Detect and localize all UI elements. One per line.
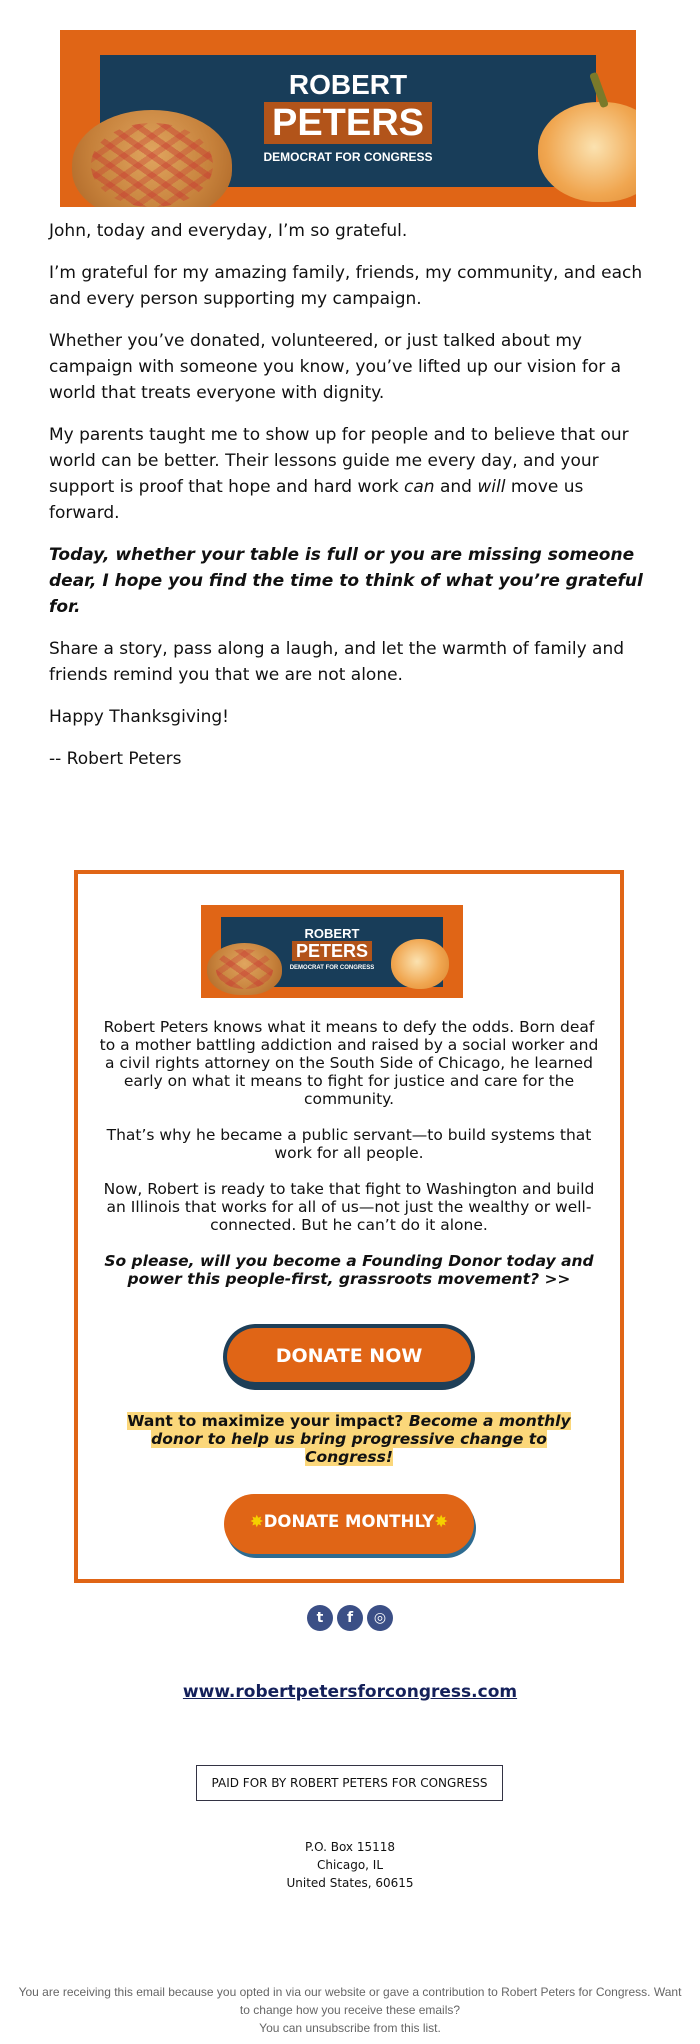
facebook-icon[interactable]: f	[337, 1605, 363, 1631]
logo-line3: DEMOCRAT FOR CONGRESS	[289, 965, 375, 971]
address-line: United States, 60615	[286, 1876, 414, 1890]
banner-logo	[60, 70, 636, 164]
unsubscribe-link[interactable]: You can unsubscribe from this list.	[259, 2021, 441, 2035]
instagram-icon[interactable]: ◎	[367, 1605, 393, 1631]
call-to-action: So please, will you become a Founding Donor today and power this people-first, grassroots movement? >>	[104, 1252, 594, 1288]
mini-banner	[201, 905, 463, 998]
signature: -- Robert Peters	[49, 749, 182, 769]
social-links	[0, 1605, 700, 1631]
address-line: P.O. Box 15118	[304, 1840, 396, 1854]
header-banner	[60, 30, 636, 207]
logo-line1: ROBERT	[288, 69, 408, 100]
twitter-icon[interactable]: t	[307, 1605, 333, 1631]
email-body	[49, 218, 649, 788]
donation-box	[74, 870, 624, 1583]
text: My parents taught me to show up for people and to believe that our world can be better. Their lessons guide me every day, and your support is proof that hope and hard work	[49, 425, 629, 497]
text: move us forward.	[49, 477, 584, 523]
button-label: DONATE MONTHLY	[263, 1512, 435, 1531]
address-line: Chicago, IL	[316, 1858, 384, 1872]
text: can	[404, 477, 435, 497]
logo-line3: DEMOCRAT FOR CONGRESS	[263, 150, 433, 164]
mailing-address	[0, 1838, 700, 1892]
emphasis-paragraph: Today, whether your table is full or you are missing someone dear, I hope you find the time to think of what you’re grateful for.	[49, 545, 643, 617]
greeting: John, today and everyday, I’m so grateful.	[49, 221, 408, 241]
paragraph: I’m grateful for my amazing family, friends, my community, and each and every person supporting my campaign.	[49, 263, 643, 309]
website-link[interactable]: www.robertpetersforcongress.com	[182, 1682, 518, 1702]
donate-monthly-button[interactable]	[224, 1494, 474, 1554]
box-text	[98, 1018, 600, 1306]
logo-line1: ROBERT	[304, 926, 360, 941]
logo-line2: PETERS	[292, 941, 372, 961]
paragraph	[49, 422, 649, 526]
footer-notice	[15, 1983, 685, 2037]
text: Become a monthly donor to help us bring progressive change to Congress!	[151, 1412, 571, 1466]
monthly-highlight	[108, 1412, 590, 1466]
paid-for-disclaimer: PAID FOR BY ROBERT PETERS FOR CONGRESS	[196, 1765, 503, 1801]
text: and	[434, 477, 478, 497]
paragraph: Robert Peters knows what it means to defy the odds. Born deaf to a mother battling addiction and raised by a social worker and a civil rights attorney on the South Side of Chicago, he learned early on what it means to fight for justice and care for the community.	[99, 1018, 599, 1108]
star-icon: ✸	[249, 1512, 264, 1531]
paragraph: Whether you’ve donated, volunteered, or just talked about my campaign with someone you know, you’ve lifted up our vision for a world that treats everyone with dignity.	[49, 331, 622, 403]
paragraph: That’s why he became a public servant—to build systems that work for all people.	[106, 1126, 592, 1162]
text: will	[477, 477, 506, 497]
banner-logo	[201, 927, 463, 971]
paragraph: Share a story, pass along a laugh, and let the warmth of family and friends remind you that we are not alone.	[49, 639, 625, 685]
paragraph: Now, Robert is ready to take that fight to Washington and build an Illinois that works for all of us—not just the wealthy or well-connected. But he can’t do it alone.	[103, 1180, 595, 1234]
star-icon: ✸	[434, 1512, 449, 1531]
closing: Happy Thanksgiving!	[49, 707, 229, 727]
donate-now-button[interactable]: DONATE NOW	[223, 1324, 475, 1390]
subscription-notice: You are receiving this email because you opted in via our website or gave a contribution to Robert Peters for Congress. Want to change how you receive these emails?	[18, 1985, 682, 2017]
logo-line2: PETERS	[264, 102, 432, 144]
text: Want to maximize your impact?	[127, 1412, 409, 1430]
